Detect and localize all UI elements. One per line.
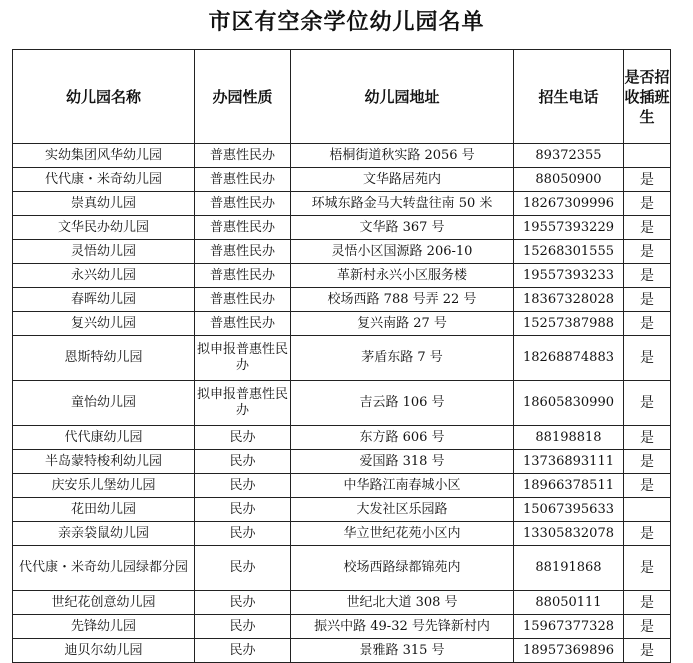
- cell-address: 革新村永兴小区服务楼: [291, 264, 514, 288]
- cell-phone: 13736893111: [514, 450, 624, 474]
- cell-accept: 是: [624, 264, 671, 288]
- cell-nature: 普惠性民办: [195, 288, 291, 312]
- cell-name: 迪贝尔幼儿园: [13, 639, 195, 663]
- cell-address: 梧桐街道秋实路 2056 号: [291, 144, 514, 168]
- cell-address: 文华路 367 号: [291, 216, 514, 240]
- cell-phone: 89372355: [514, 144, 624, 168]
- cell-name: 春晖幼儿园: [13, 288, 195, 312]
- cell-phone: 19557393229: [514, 216, 624, 240]
- cell-nature: 普惠性民办: [195, 312, 291, 336]
- cell-name: 先锋幼儿园: [13, 615, 195, 639]
- cell-address: 爱国路 318 号: [291, 450, 514, 474]
- table-row: [13, 168, 671, 192]
- table-row: [13, 498, 671, 522]
- cell-accept: 是: [624, 546, 671, 591]
- cell-name: 崇真幼儿园: [13, 192, 195, 216]
- cell-address: 吉云路 106 号: [291, 381, 514, 426]
- cell-phone: 88198818: [514, 426, 624, 450]
- cell-phone: 19557393233: [514, 264, 624, 288]
- cell-accept: [624, 498, 671, 522]
- table-row: [13, 426, 671, 450]
- cell-name: 亲亲袋鼠幼儿园: [13, 522, 195, 546]
- table-row: [13, 639, 671, 663]
- cell-phone: 88191868: [514, 546, 624, 591]
- header-accept: 是否招收插班生: [624, 50, 671, 144]
- table-row: [13, 288, 671, 312]
- header-address: 幼儿园地址: [291, 50, 514, 144]
- cell-address: 中华路江南春城小区: [291, 474, 514, 498]
- cell-nature: 民办: [195, 615, 291, 639]
- cell-address: 灵悟小区国源路 206-10: [291, 240, 514, 264]
- cell-phone: 15967377328: [514, 615, 624, 639]
- cell-nature: 拟申报普惠性民办: [195, 381, 291, 426]
- kindergarten-table: [12, 49, 671, 663]
- cell-name: 灵悟幼儿园: [13, 240, 195, 264]
- cell-accept: 是: [624, 639, 671, 663]
- cell-accept: 是: [624, 192, 671, 216]
- cell-address: 东方路 606 号: [291, 426, 514, 450]
- cell-nature: 民办: [195, 426, 291, 450]
- cell-accept: 是: [624, 168, 671, 192]
- table-row: [13, 216, 671, 240]
- cell-nature: 民办: [195, 450, 291, 474]
- table-row: [13, 312, 671, 336]
- table-row: [13, 381, 671, 426]
- cell-nature: 普惠性民办: [195, 192, 291, 216]
- cell-name: 永兴幼儿园: [13, 264, 195, 288]
- cell-nature: 拟申报普惠性民办: [195, 336, 291, 381]
- header-nature: 办园性质: [195, 50, 291, 144]
- cell-accept: 是: [624, 336, 671, 381]
- cell-nature: 普惠性民办: [195, 216, 291, 240]
- cell-accept: 是: [624, 216, 671, 240]
- cell-nature: 民办: [195, 546, 291, 591]
- cell-address: 环城东路金马大转盘往南 50 米: [291, 192, 514, 216]
- cell-name: 文华民办幼儿园: [13, 216, 195, 240]
- header-name: 幼儿园名称: [13, 50, 195, 144]
- cell-nature: 普惠性民办: [195, 168, 291, 192]
- cell-address: 大发社区乐园路: [291, 498, 514, 522]
- cell-name: 恩斯特幼儿园: [13, 336, 195, 381]
- table-body: [13, 144, 671, 663]
- cell-accept: 是: [624, 591, 671, 615]
- cell-nature: 普惠性民办: [195, 144, 291, 168]
- table-row: [13, 144, 671, 168]
- cell-name: 代代康・米奇幼儿园绿都分园: [13, 546, 195, 591]
- cell-accept: 是: [624, 381, 671, 426]
- cell-accept: 是: [624, 450, 671, 474]
- table-header-row: [13, 50, 671, 144]
- cell-accept: 是: [624, 615, 671, 639]
- table-row: [13, 240, 671, 264]
- cell-phone: 18268874883: [514, 336, 624, 381]
- cell-nature: 民办: [195, 474, 291, 498]
- cell-address: 校场西路 788 号弄 22 号: [291, 288, 514, 312]
- cell-phone: 15268301555: [514, 240, 624, 264]
- table-row: [13, 591, 671, 615]
- cell-name: 复兴幼儿园: [13, 312, 195, 336]
- cell-nature: 民办: [195, 498, 291, 522]
- cell-accept: 是: [624, 240, 671, 264]
- table-row: [13, 450, 671, 474]
- cell-phone: 18957369896: [514, 639, 624, 663]
- cell-address: 世纪北大道 308 号: [291, 591, 514, 615]
- cell-address: 茅盾东路 7 号: [291, 336, 514, 381]
- cell-nature: 普惠性民办: [195, 264, 291, 288]
- table-row: [13, 546, 671, 591]
- cell-phone: 18605830990: [514, 381, 624, 426]
- cell-nature: 民办: [195, 591, 291, 615]
- table-row: [13, 264, 671, 288]
- cell-address: 华立世纪花苑小区内: [291, 522, 514, 546]
- cell-name: 花田幼儿园: [13, 498, 195, 522]
- cell-name: 世纪花创意幼儿园: [13, 591, 195, 615]
- cell-accept: 是: [624, 522, 671, 546]
- cell-nature: 民办: [195, 639, 291, 663]
- cell-name: 童怡幼儿园: [13, 381, 195, 426]
- cell-phone: 18267309996: [514, 192, 624, 216]
- cell-accept: 是: [624, 426, 671, 450]
- cell-name: 庆安乐儿堡幼儿园: [13, 474, 195, 498]
- cell-phone: 13305832078: [514, 522, 624, 546]
- table-row: [13, 192, 671, 216]
- cell-phone: 88050900: [514, 168, 624, 192]
- cell-address: 景雅路 315 号: [291, 639, 514, 663]
- header-phone: 招生电话: [514, 50, 624, 144]
- cell-phone: 18966378511: [514, 474, 624, 498]
- cell-address: 复兴南路 27 号: [291, 312, 514, 336]
- cell-accept: [624, 144, 671, 168]
- cell-address: 文华路居苑内: [291, 168, 514, 192]
- cell-phone: 15257387988: [514, 312, 624, 336]
- cell-nature: 民办: [195, 522, 291, 546]
- cell-name: 实幼集团风华幼儿园: [13, 144, 195, 168]
- cell-name: 代代康・米奇幼儿园: [13, 168, 195, 192]
- table-row: [13, 522, 671, 546]
- cell-accept: 是: [624, 312, 671, 336]
- cell-address: 振兴中路 49-32 号先锋新村内: [291, 615, 514, 639]
- cell-accept: 是: [624, 288, 671, 312]
- cell-phone: 15067395633: [514, 498, 624, 522]
- table-row: [13, 615, 671, 639]
- table-row: [13, 474, 671, 498]
- cell-nature: 普惠性民办: [195, 240, 291, 264]
- cell-accept: 是: [624, 474, 671, 498]
- cell-phone: 88050111: [514, 591, 624, 615]
- page-title: 市区有空余学位幼儿园名单: [208, 10, 485, 35]
- table-row: [13, 336, 671, 381]
- cell-phone: 18367328028: [514, 288, 624, 312]
- cell-address: 校场西路绿都锦苑内: [291, 546, 514, 591]
- cell-name: 代代康幼儿园: [13, 426, 195, 450]
- cell-name: 半岛蒙特梭利幼儿园: [13, 450, 195, 474]
